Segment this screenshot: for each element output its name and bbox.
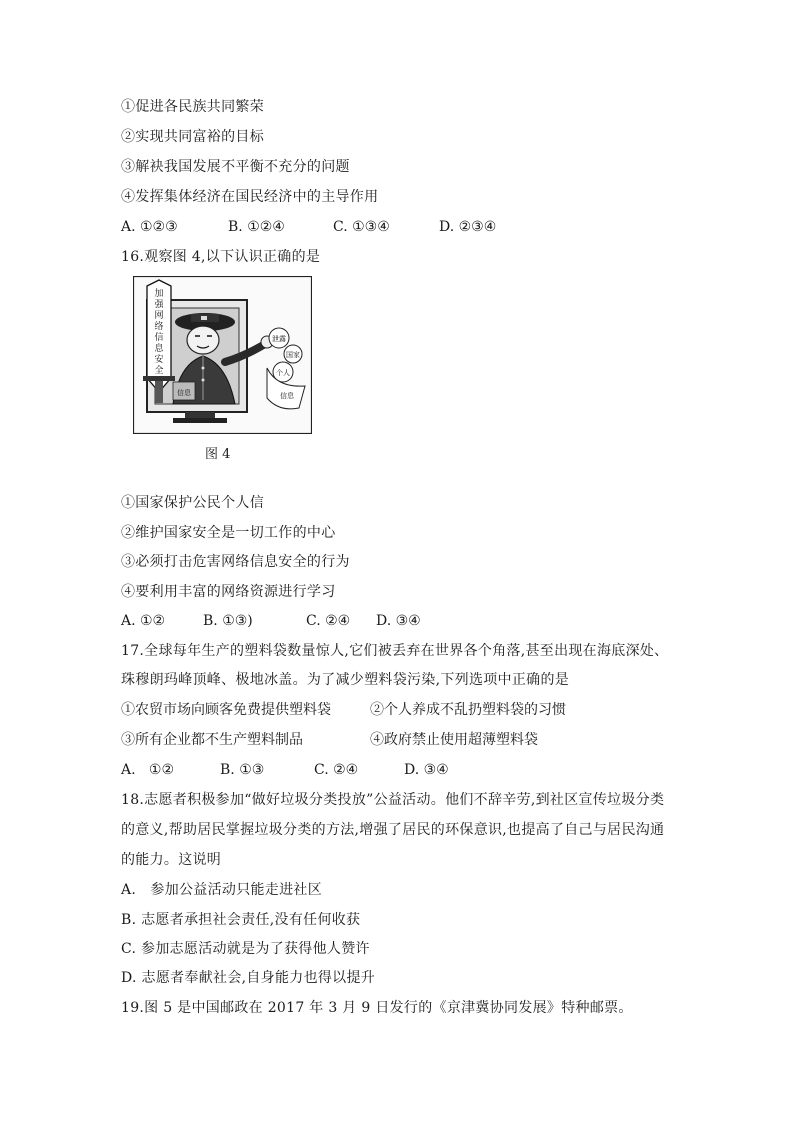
q15-option-d[interactable]: D. ②③④ xyxy=(439,219,497,235)
q16-statement-1: ①国家保护公民个人信 xyxy=(121,495,264,511)
sword-char-3: 网 xyxy=(154,311,164,321)
figure-4-cartoon xyxy=(133,276,312,434)
q16-statement-3: ③必须打击危害网络信息安全的行为 xyxy=(121,554,350,570)
bubble-text-1: 泄露 xyxy=(272,335,286,343)
q17-stem-line-2: 珠穆朗玛峰顶峰、极地冰盖。为了减少塑料袋污染,下列选项中正确的是 xyxy=(121,672,570,688)
q18-option-d[interactable]: D. 志愿者奉献社会,自身能力也得以提升 xyxy=(121,970,376,986)
q17-option-b[interactable]: B. ①③ xyxy=(220,762,265,778)
q16-option-c[interactable]: C. ②④ xyxy=(306,613,351,629)
q15-statement-4: ④发挥集体经济在国民经济中的主导作用 xyxy=(121,189,379,205)
q18-option-a[interactable]: A. 参加公益活动只能走进社区 xyxy=(121,882,323,898)
q17-option-c[interactable]: C. ②④ xyxy=(314,762,359,778)
q16-stem: 16.观察图 4,以下认识正确的是 xyxy=(121,249,321,265)
q16-statement-2: ②维护国家安全是一切工作的中心 xyxy=(121,525,336,541)
bubble-text-3: 个人 xyxy=(276,369,290,377)
q16-option-a[interactable]: A. ①② xyxy=(121,613,166,629)
q18-option-c[interactable]: C. 参加志愿活动就是为了获得他人赞许 xyxy=(121,941,370,957)
bubble-text-4: 信息 xyxy=(280,392,294,400)
bubble-text-2: 国家 xyxy=(286,351,300,359)
sword-char-2: 强 xyxy=(154,300,164,310)
q15-option-a[interactable]: A. ①②③ xyxy=(121,219,178,235)
q17-statement-3: ③所有企业都不生产塑料制品 xyxy=(121,732,303,748)
figure-4-caption: 图 4 xyxy=(205,447,231,462)
q18-stem-line-3: 的能力。这说明 xyxy=(121,852,222,868)
q15-option-b[interactable]: B. ①②④ xyxy=(228,219,285,235)
sword-char-4: 络 xyxy=(154,322,164,332)
q17-statement-2: ②个人养成不乱扔塑料袋的习惯 xyxy=(370,702,566,718)
sword-char-1: 加 xyxy=(154,289,164,299)
q16-option-d[interactable]: D. ③④ xyxy=(376,613,421,629)
q16-option-b[interactable]: B. ①③) xyxy=(203,613,253,629)
sword-char-8: 全 xyxy=(154,366,164,376)
q17-stem-line-1: 17.全球每年生产的塑料袋数量惊人,它们被丢弃在世界各个角落,甚至出现在海底深处、 xyxy=(121,643,669,659)
sword-char-6: 息 xyxy=(154,344,164,354)
q17-option-d[interactable]: D. ③④ xyxy=(404,762,449,778)
q19-stem: 19.图 5 是中国邮政在 2017 年 3 月 9 日发行的《京津冀协同发展》特种邮票。 xyxy=(121,1000,633,1016)
q18-stem-line-2: 的意义,帮助居民掌握垃圾分类的方法,增强了居民的环保意识,也提高了自己与居民沟通 xyxy=(121,822,665,838)
q17-statement-1: ①农贸市场向顾客免费提供塑料袋 xyxy=(121,702,331,718)
q17-option-a[interactable]: A. ①② xyxy=(121,762,175,778)
q18-stem-line-1: 18.志愿者积极参加“做好垃圾分类投放”公益活动。他们不辞辛劳,到社区宣传垃圾分类 xyxy=(121,792,665,808)
plate-text: 信息 xyxy=(177,389,191,397)
q15-statement-1: ①促进各民族共同繁荣 xyxy=(121,99,264,115)
q17-statement-4: ④政府禁止使用超薄塑料袋 xyxy=(370,732,538,748)
q16-statement-4: ④要利用丰富的网络资源进行学习 xyxy=(121,584,336,600)
q18-option-b[interactable]: B. 志愿者承担社会责任,没有任何收获 xyxy=(121,912,361,928)
sword-char-7: 安 xyxy=(154,355,164,365)
sword-char-5: 信 xyxy=(154,333,164,343)
q15-option-c[interactable]: C. ①③④ xyxy=(333,219,390,235)
q15-statement-2: ②实现共同富裕的目标 xyxy=(121,129,264,145)
q15-statement-3: ③解袂我国发展不平衡不充分的问题 xyxy=(121,159,350,175)
